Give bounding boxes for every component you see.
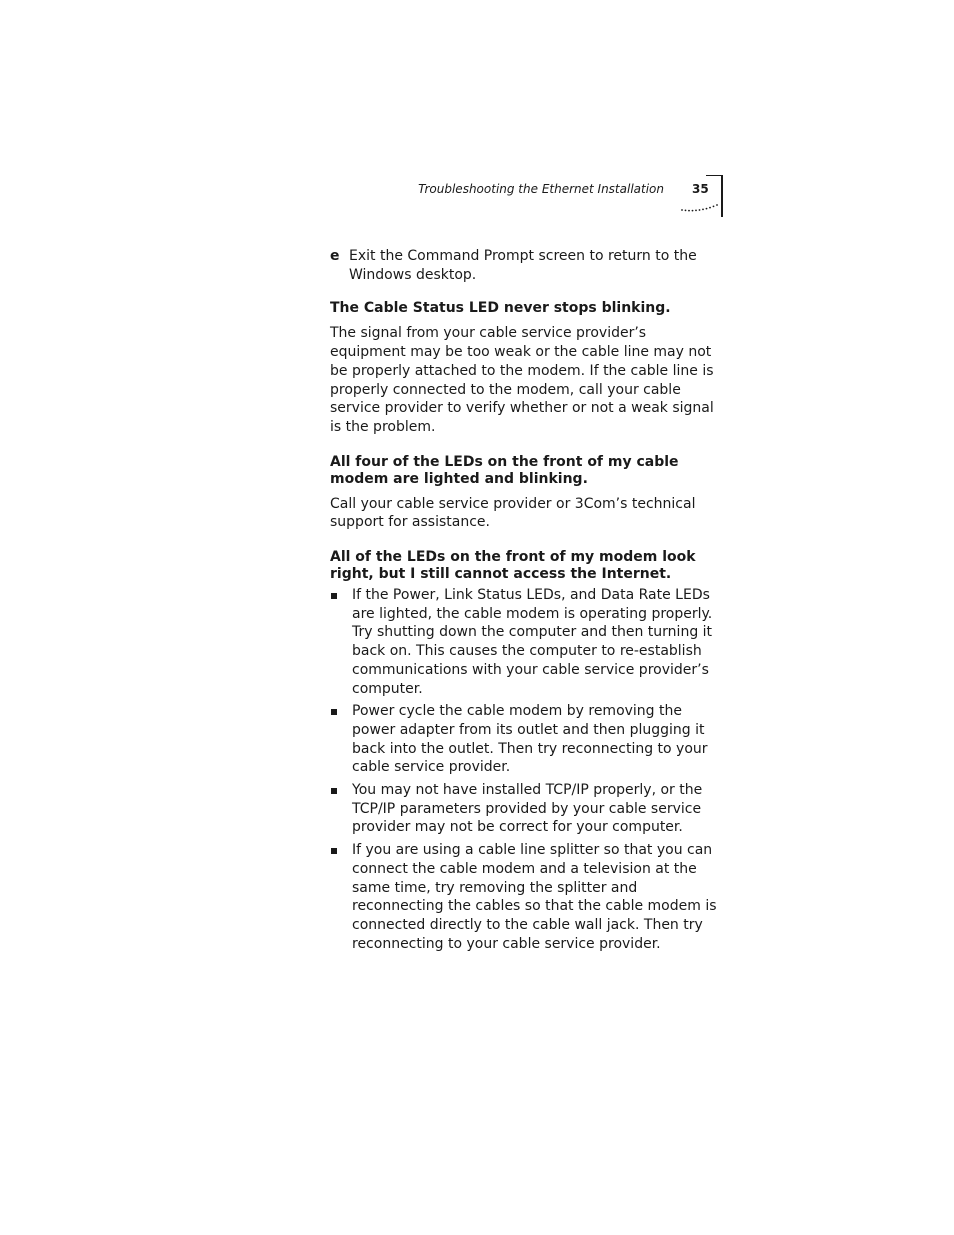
step-e xyxy=(330,247,722,284)
section-heading-all-four-leds: All four of the LEDs on the front of my cable modem are lighted and blinking. xyxy=(330,453,679,487)
step-text: Exit the Command Prompt screen to return to the Windows desktop. xyxy=(349,248,697,283)
bullet-text: You may not have installed TCP/IP properly, or the TCP/IP parameters provided by your cable service provider may not be correct for your computer. xyxy=(352,782,703,836)
step-letter: e xyxy=(330,248,340,264)
bullet-square-icon xyxy=(330,781,352,837)
bullet-square-icon xyxy=(330,841,352,953)
page-tab-top-rule xyxy=(706,175,723,176)
list-item xyxy=(330,702,722,777)
list-item xyxy=(330,841,722,953)
section-heading-cable-status: The Cable Status LED never stops blinking. xyxy=(330,300,671,317)
bullet-text: If you are using a cable line splitter so that you can connect the cable modem and a television at the same time, try removing the splitter and reconnecting the cables so that the cable modem is connected directly to the cable wall jack. Then try reconnecting to your cable service provider. xyxy=(352,842,717,952)
section-body-cable-status: The signal from your cable service provider’s equipment may be too weak or the cable line may not be properly attached to the modem. If the cable line is properly connected to the modem, call your cable service provider to verify whether or not a weak signal is the problem. xyxy=(330,325,714,435)
bullet-text: Power cycle the cable modem by removing the power adapter from its outlet and then plugging it back into the outlet. Then try reconnecting to your cable service provider. xyxy=(352,703,708,776)
list-item xyxy=(330,586,722,698)
page-number: 35 xyxy=(692,182,709,196)
bullet-list xyxy=(330,586,722,953)
page-content xyxy=(330,247,722,957)
bullet-square-icon xyxy=(330,702,352,777)
running-header: Troubleshooting the Ethernet Installation xyxy=(418,182,664,196)
dotted-curve-ornament xyxy=(680,199,722,213)
section-heading-leds-look-right: All of the LEDs on the front of my modem look right, but I still cannot access the Internet. xyxy=(330,549,696,583)
bullet-square-icon xyxy=(330,586,352,698)
bullet-text: If the Power, Link Status LEDs, and Data Rate LEDs are lighted, the cable modem is operating properly. Try shutting down the computer and then turning it back on. This causes the computer to re-establish communications with your cable service provider’s computer. xyxy=(352,587,713,697)
list-item xyxy=(330,781,722,837)
section-body-all-four-leds: Call your cable service provider or 3Com’s technical support for assistance. xyxy=(330,495,696,531)
